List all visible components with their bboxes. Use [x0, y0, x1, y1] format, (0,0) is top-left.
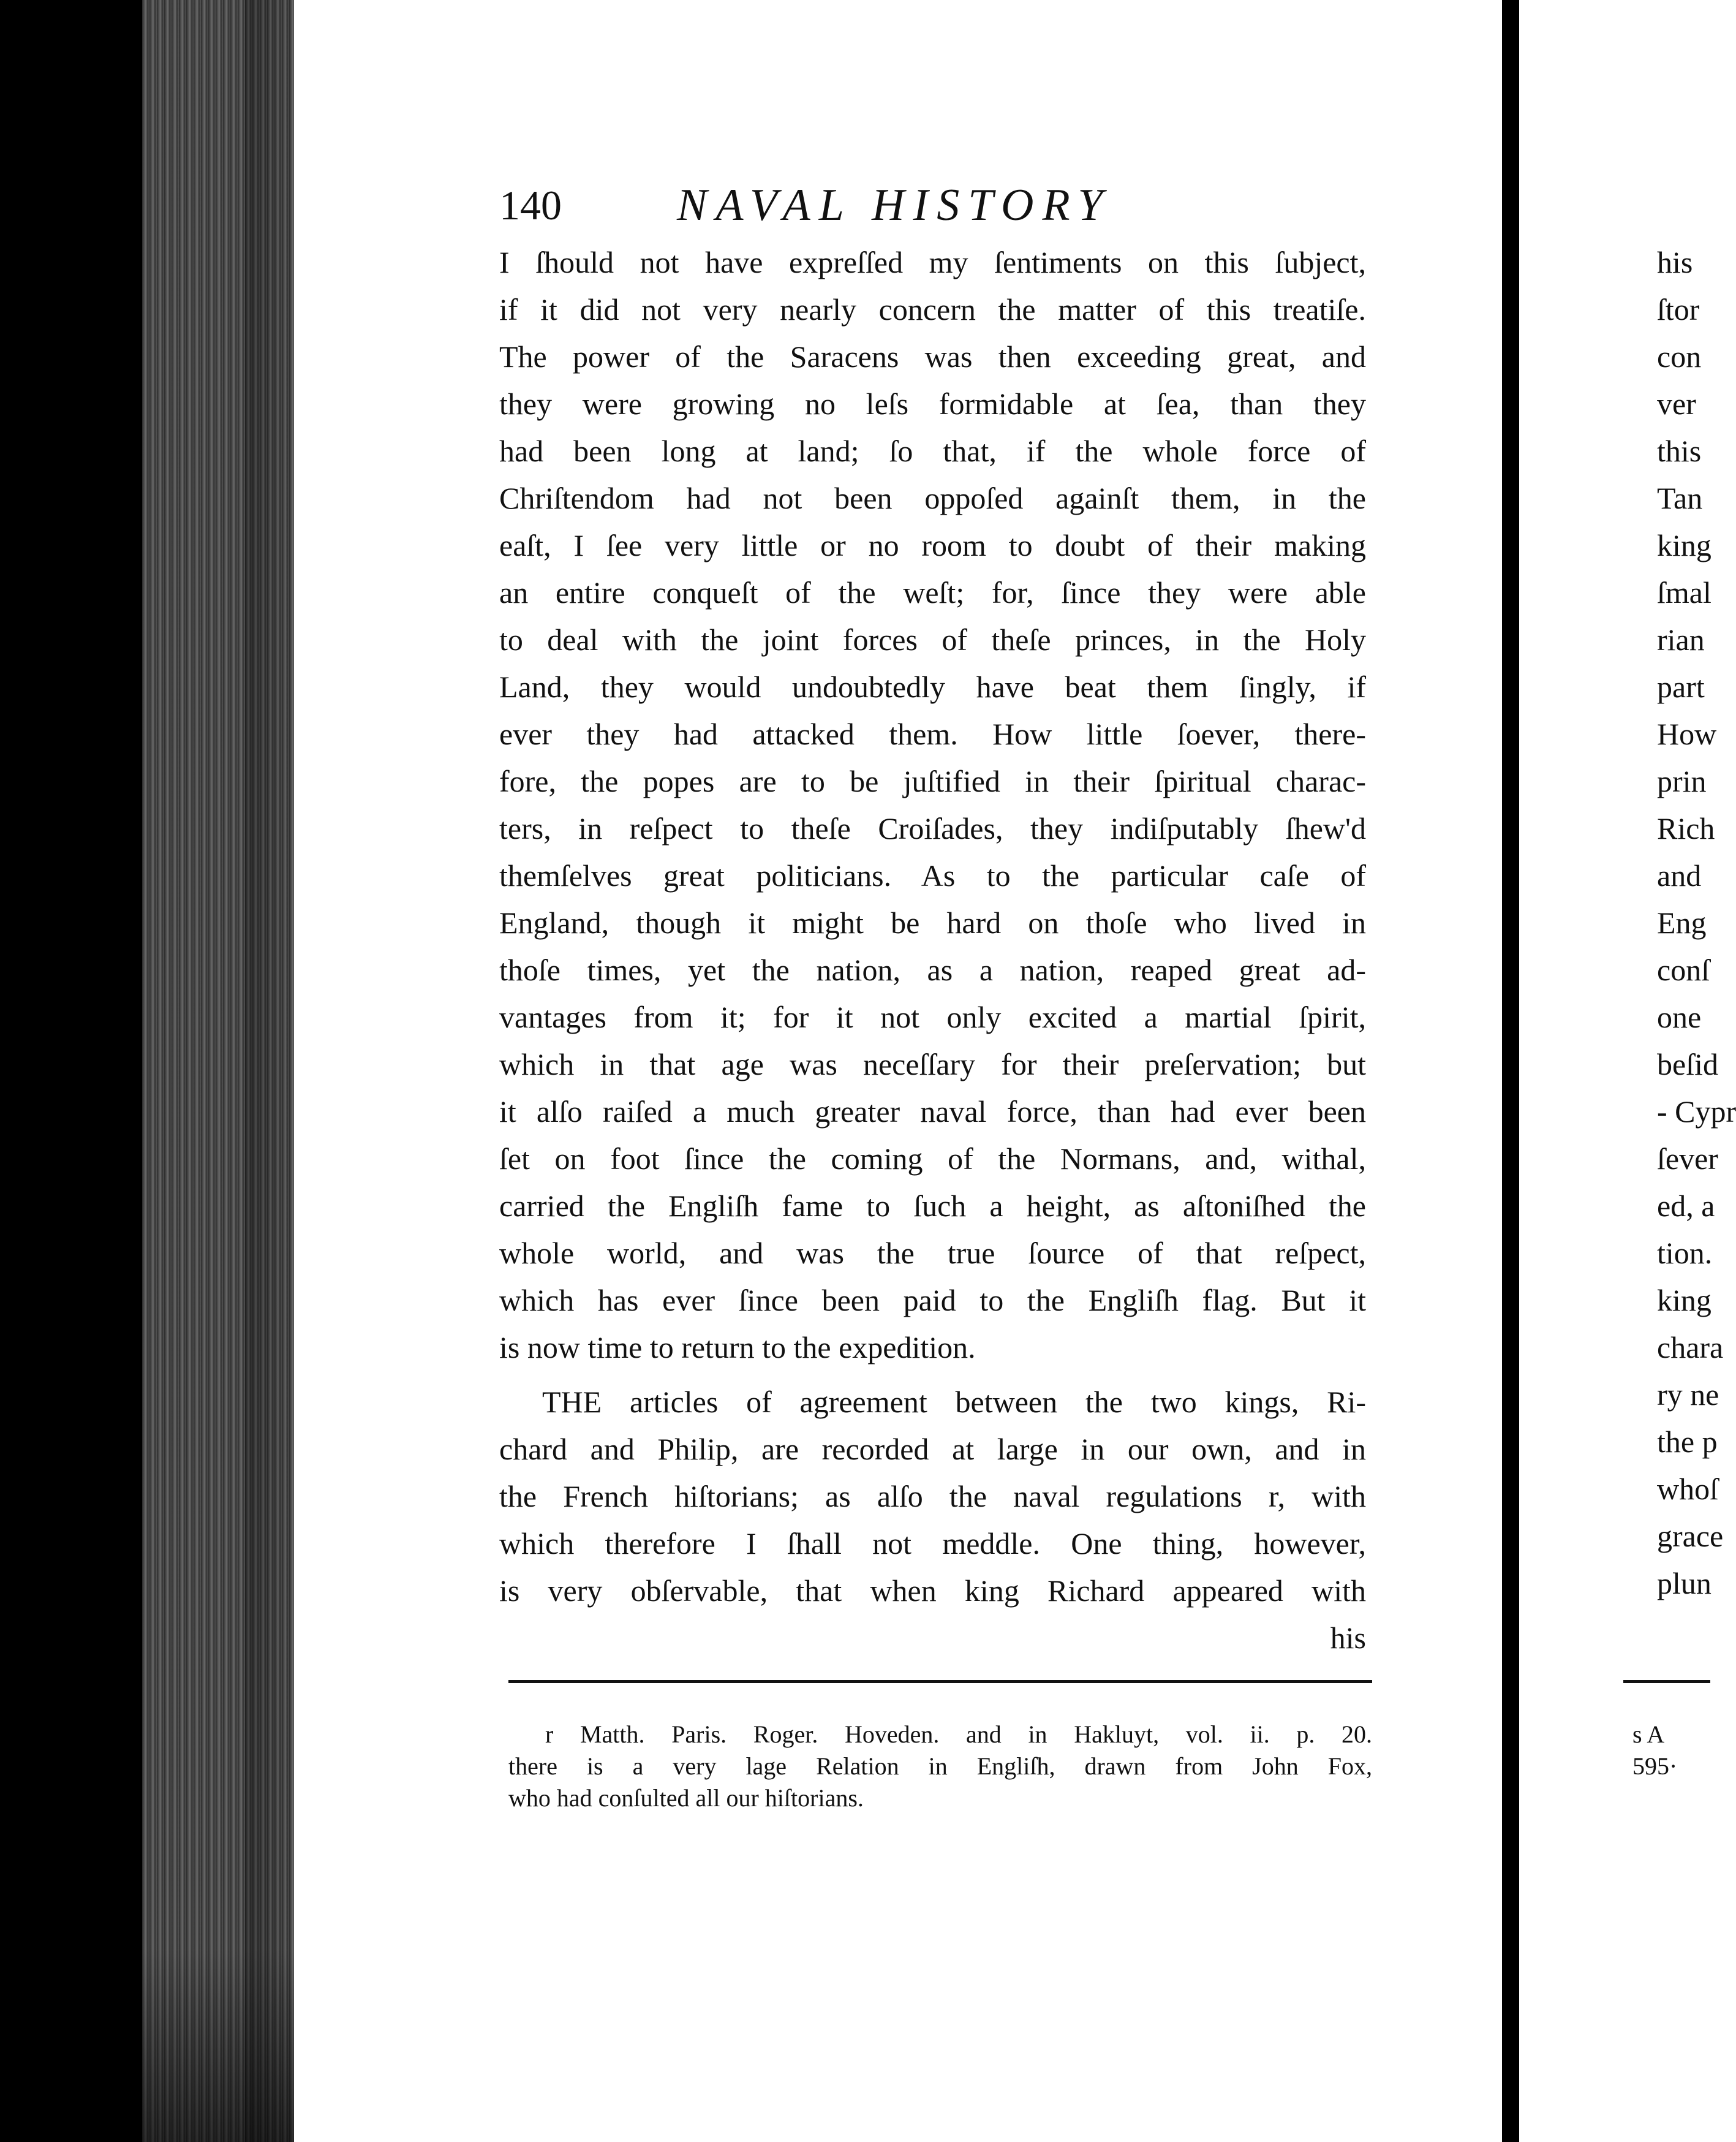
body-line: to deal with the joint forces of theſe princes, in the Holy [499, 623, 1366, 657]
facing-page-line: How [1657, 717, 1717, 751]
body-line: chard and Philip, are recorded at large in our own, and in [499, 1432, 1366, 1466]
facing-page-line: Rich [1657, 811, 1715, 846]
body-line: ever they had attacked them. How little ſoever, there- [499, 717, 1366, 751]
facing-page-line: tion. [1657, 1236, 1713, 1270]
facing-page-line: king [1657, 1283, 1711, 1317]
body-line: it alſo raiſed a much greater naval force, than had ever been [499, 1094, 1366, 1129]
facing-page-line: grace [1657, 1519, 1724, 1553]
body-line: which in that age was neceſſary for their preſervation; but [499, 1047, 1366, 1081]
facing-page-line: and [1657, 858, 1702, 893]
facing-page-footnote-line: s A [1632, 1720, 1665, 1748]
body-line: The power of the Saracens was then exceeding great, and [499, 339, 1366, 374]
body-line: I ſhould not have expreſſed my ſentiments on this ſubject, [499, 245, 1366, 279]
body-line: vantages from it; for it not only excited a martial ſpirit, [499, 1000, 1366, 1034]
facing-page-footnote-rule [1623, 1680, 1710, 1683]
footnote-rule [508, 1680, 1372, 1683]
facing-page-line: ſmal [1657, 575, 1711, 610]
facing-page-line: prin [1657, 764, 1707, 798]
facing-page-line: the p [1657, 1425, 1718, 1459]
body-line: if it did not very nearly concern the matter of this treatiſe. [499, 292, 1366, 327]
body-line: which therefore I ſhall not meddle. One thing, however, [499, 1526, 1366, 1561]
body-line: England, though it might be hard on thoſe who lived in [499, 906, 1366, 940]
facing-page-line: conſ [1657, 953, 1710, 987]
facing-page-line: chara [1657, 1330, 1724, 1364]
body-line: which has ever ſince been paid to the Engliſh flag. But it [499, 1283, 1366, 1317]
facing-page-line: part [1657, 670, 1705, 704]
facing-page-line: rian [1657, 623, 1705, 657]
body-text [499, 239, 1366, 1662]
page-stack-bottom-shadow [142, 1948, 294, 2142]
body-line: an entire conqueſt of the weſt; for, ſince they were able [499, 575, 1366, 610]
facing-page-text [1657, 239, 1736, 1607]
facing-page-line: his [1657, 245, 1693, 279]
facing-page-line: one [1657, 1000, 1702, 1034]
body-line: is very obſervable, that when king Richard appeared with [499, 1573, 1366, 1608]
facing-page-line: - Cypr [1657, 1094, 1736, 1129]
facing-page-line: plun [1657, 1566, 1711, 1600]
body-line: they were growing no leſs formidable at ſea, than they [499, 387, 1366, 421]
footnote-line: who had conſulted all our hiſtorians. [508, 1784, 864, 1812]
running-head [499, 175, 1369, 236]
catchword: his [1330, 1621, 1366, 1655]
book-gutter [1502, 0, 1519, 2142]
facing-page-line: ed, a [1657, 1189, 1715, 1223]
footnote-line: there is a very lage Relation in Engliſh, drawn from John Fox, [508, 1752, 1372, 1780]
running-title: NAVAL HISTORY [677, 180, 1112, 230]
body-line: is now time to return to the expedition. [499, 1330, 976, 1364]
body-line: thoſe times, yet the nation, as a nation, reaped great ad- [499, 953, 1366, 987]
body-line: whole world, and was the true ſource of that reſpect, [499, 1236, 1366, 1270]
facing-page-footnotes [1632, 1719, 1677, 1782]
body-line: ſet on foot ſince the coming of the Normans, and, withal, [499, 1141, 1366, 1176]
body-line: fore, the popes are to be juſtified in their ſpiritual charac- [499, 764, 1366, 798]
body-line: ters, in reſpect to theſe Croiſades, they indiſputably ſhew'd [499, 811, 1366, 846]
scan-margin [0, 0, 142, 2142]
facing-page-line: ry ne [1657, 1377, 1719, 1412]
facing-page-line: ſtor [1657, 292, 1700, 327]
body-line: carried the Engliſh fame to ſuch a height, as aſtoniſhed the [499, 1189, 1366, 1223]
body-line: THE articles of agreement between the two kings, Ri- [542, 1385, 1366, 1419]
facing-page-line: con [1657, 339, 1702, 374]
facing-page-line: this [1657, 434, 1702, 468]
body-line: Land, they would undoubtedly have beat them ſingly, if [499, 670, 1366, 704]
body-line: eaſt, I ſee very little or no room to doubt of their making [499, 528, 1366, 562]
footnotes [508, 1719, 1372, 1814]
body-line: themſelves great politicians. As to the particular caſe of [499, 858, 1366, 893]
facing-page-line: ſever [1657, 1141, 1718, 1176]
facing-page-line: king [1657, 528, 1711, 562]
facing-page-line: whoſ [1657, 1472, 1718, 1506]
page-number: 140 [499, 182, 562, 229]
facing-page-line: ver [1657, 387, 1696, 421]
binding-shadow [245, 0, 294, 2142]
footnote-line: r Matth. Paris. Roger. Hoveden. and in Hakluyt, vol. ii. p. 20. [545, 1720, 1372, 1748]
facing-page-footnote-line: 595· [1632, 1752, 1678, 1780]
facing-page-line: Tan [1657, 481, 1703, 515]
body-line: Chriſtendom had not been oppoſed againſt them, in the [499, 481, 1366, 515]
body-line: the French hiſtorians; as alſo the naval regulations r, with [499, 1479, 1366, 1513]
facing-page-line: Eng [1657, 906, 1707, 940]
facing-page-line: beſid [1657, 1047, 1718, 1081]
body-line: had been long at land; ſo that, if the whole force of [499, 434, 1366, 468]
